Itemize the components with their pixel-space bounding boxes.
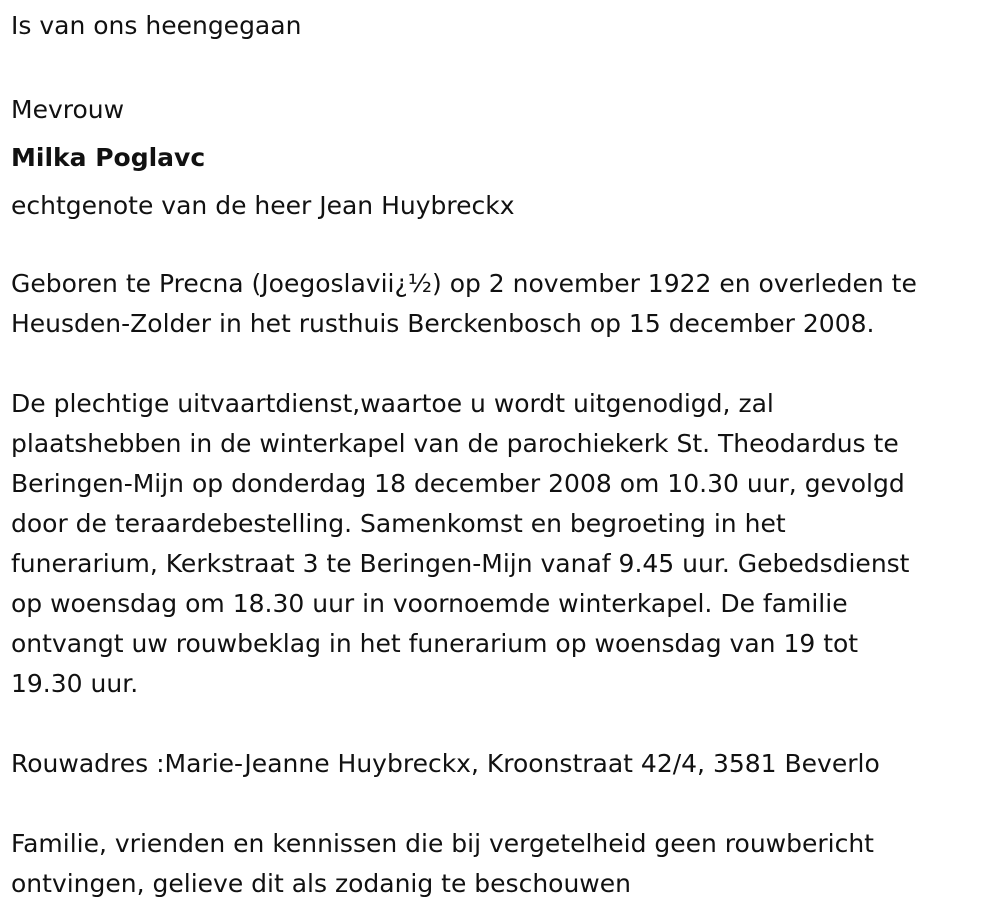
paragraph-line: Familie, vrienden en kennissen die bij vergetelheid geen rouwbericht: [11, 829, 874, 858]
obituary-notice: [11, 6, 991, 904]
birth-death-paragraph: [11, 264, 991, 344]
ceremony-paragraph: [11, 384, 991, 704]
paragraph-line: plaatshebben in de winterkapel van de parochiekerk St. Theodardus te: [11, 429, 899, 458]
paragraph-line: Heusden-Zolder in het rusthuis Berckenbosch op 15 december 2008.: [11, 309, 875, 338]
salutation: Mevrouw: [11, 95, 125, 124]
paragraph-line: funerarium, Kerkstraat 3 te Beringen-Mijn vanaf 9.45 uur. Gebedsdienst: [11, 549, 910, 578]
paragraph-line: 19.30 uur.: [11, 669, 139, 698]
paragraph-line: Beringen-Mijn op donderdag 18 december 2008 om 10.30 uur, gevolgd: [11, 469, 905, 498]
paragraph-line: door de teraardebestelling. Samenkomst en begroeting in het: [11, 509, 786, 538]
paragraph-line: Geboren te Precna (Joegoslavii¿½) op 2 november 1922 en overleden te: [11, 269, 917, 298]
deceased-name: Milka Poglavc: [11, 143, 206, 172]
spacer: [11, 46, 991, 86]
paragraph-line: De plechtige uitvaartdienst,waartoe u wordt uitgenodigd, zal: [11, 389, 774, 418]
closing-paragraph: [11, 824, 991, 904]
spacer: [11, 704, 991, 744]
spacer: [11, 344, 991, 384]
spacer: [11, 230, 991, 264]
paragraph-line: ontvingen, gelieve dit als zodanig te beschouwen: [11, 869, 631, 898]
intro-line: Is van ons heengegaan: [11, 11, 302, 40]
mourning-address: Rouwadres :Marie-Jeanne Huybreckx, Kroonstraat 42/4, 3581 Beverlo: [11, 749, 880, 778]
paragraph-line: ontvangt uw rouwbeklag in het funerarium op woensdag van 19 tot: [11, 629, 859, 658]
spouse-line: echtgenote van de heer Jean Huybreckx: [11, 191, 515, 220]
paragraph-line: op woensdag om 18.30 uur in voornoemde winterkapel. De familie: [11, 589, 848, 618]
spacer: [11, 784, 991, 824]
